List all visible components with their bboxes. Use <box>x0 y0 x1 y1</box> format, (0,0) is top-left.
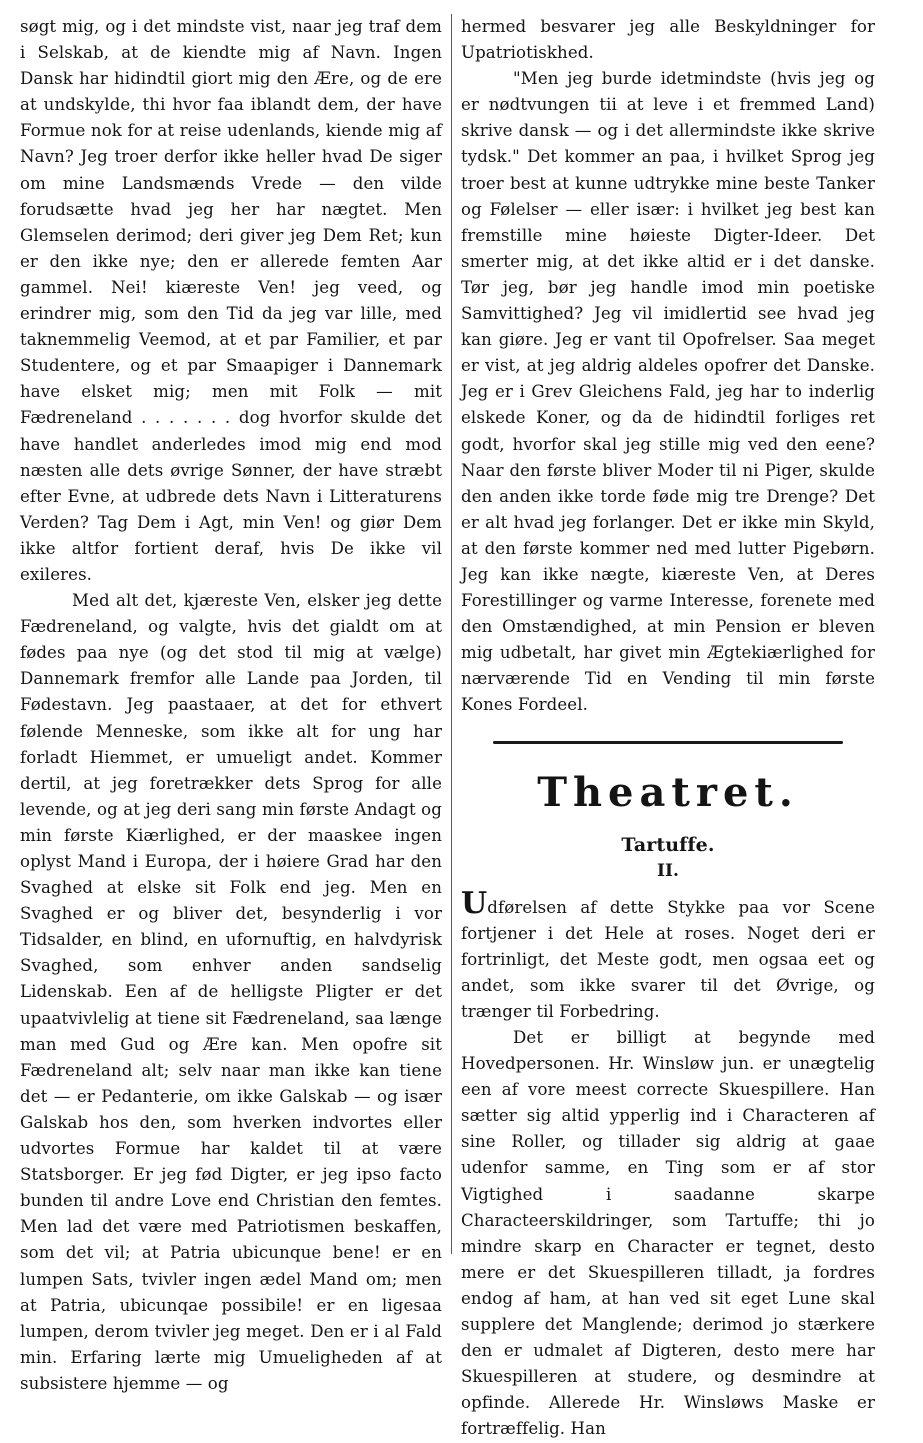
section-divider-rule <box>493 741 843 744</box>
left-paragraph-1: søgt mig, og i det mindste vist, naar jeg traf dem i Selskab, at de kiendte mig af Navn. Ingen Dansk har hidindtil giort mig den Ære, og de ere at undskylde, thi hvor faa iblandt dem, der have Formue nok for at reise udenlands, kiende mig af Navn? Jeg troer derfor ikke heller hvad De siger om mine Landsmænds Vrede — den vilde forudsætte hvad jeg her har nægtet. Men Glemselen derimod; deri giver jeg Dem Ret; kun er den ikke nye; den er allerede femten Aar gammel. Nei! kiæreste Ven! jeg veed, og erindrer mig, som den Tid da jeg var lille, med taknemmelig Veemod, at et par Familier, et par Studentere, og et par Smaapiger i Dannemark have elsket mig; men mit Folk — mit Fædreneland . . . . . . . dog hvorfor skulde det have handlet anderledes imod mig end mod næsten alle dets øvrige Sønner, der have stræbt efter Evne, at udbrede dets Navn i Litteraturens Verden? Tag Dem i Agt, min Ven! og giør Dem ikke altfor fortient deraf, hvis De ikke vil exileres. <box>20 17 442 584</box>
section-paragraph-1-text: dførelsen af dette Stykke paa vor Scene fortjener i det Hele at roses. Noget deri er fortrinligt, det Meste godt, men ogsaa eet og andet, som ikke svarer til det Øvrige, og trænger til Forbedring. <box>461 897 875 1021</box>
column-divider <box>451 14 452 1254</box>
left-column <box>20 14 442 1397</box>
left-paragraph-2: Med alt det, kjæreste Ven, elsker jeg dette Fædreneland, og valgte, hvis det gialdt om at fødes paa nye (og det stod til mig at vælge) Dannemark fremfor alle Lande paa Jorden, til Fødestavn. Jeg paastaaer, at det for ethvert følende Menneske, som ikke alt for ung har forladt Hiemmet, er umueligt andet. Kommer dertil, at jeg foretrækker dets Sprog for alle levende, og at jeg deri sang min første Andagt og min første Kiærlighed, er der maaskee ingen oplyst Mand i Europa, der i høiere Grad har den Svaghed at elske sit Folk end jeg. Men en Svaghed er og bliver det, besynderlig i vor Tidsalder, en blind, en ufornuftig, en halvdyrisk Svaghed, som enhver anden sandselig Lidenskab. Een af de helligste Pligter er det upaatvivlelig at tiene sit Fædreneland, saa længe man med Gud og Ære kan. Men opofre sit Fædreneland alt; selv naar man ikke kan tiene det — er Pedanterie, om ikke Galskab — og især Galskab hos den, som hverken indvortes eller udvortes Formue har kaldet til at være Statsborger. Er jeg fød Digter, er jeg ipso facto bunden til andre Love end Christian den femtes. Men lad det være med Patriotismen beskaffen, som det vil; at Patria ubicunque bene! er en lumpen Sats, tvivler ingen ædel Mand om; men at Patria, ubicunqae possibile! er en ligesaa lumpen, derom tvivler jeg meget. Den er i al Fald min. Erfaring lærte mig Umueligheden af at subsistere hjemme — og <box>20 591 442 1393</box>
right-paragraph-1: hermed besvarer jeg alle Beskyldninger for Upatriotiskhed. <box>461 17 875 63</box>
section-paragraph-2: Det er billigt at begynde med Hovedpersonen. Hr. Winsløw jun. er unægtelig een af vore meest correcte Skuespillere. Han sætter sig altid ypperlig ind i Characteren af sine Roller, og tillader sig aldrig at gaae udenfor samme, en Ting som er af stor Vigtighed i saadanne skarpe Charactеerskildringer, som Tartuffe; thi jo mindre skarp en Character er tegnet, desto mere er det Skuespilleren tilladt, ja fordres endog af ham, at han ved sit eget Lune skal supplere det Manglende; derimod jo stærkere den er udmalet af Digteren, desto mere har Skuespilleren at studere, og desmindre at opfinde. Allerede Hr. Winsløws Maske er fortræffelig. Han <box>461 1028 875 1439</box>
right-paragraph-2: "Men jeg burde idetmindste (hvis jeg og er nødtvungen tii at leve i et fremmed Land) skrive dansk — og i det allermindste ikke skrive tydsk." Det kommer an paa, i hvilket Sprog jeg troer best at kunne udtrykke mine beste Tanker og Følelser — eller især: i hvilket jeg best kan fremstille mine høieste Digter-Ideer. Det smerter mig, at det ikke altid er i det danske. Tør jeg, bør jeg handle imod min poetiske Samvittighed? Jeg vil imidlertid see hvad jeg kan giøre. Jeg er vant til Opofrelser. Saa meget er vist, at jeg aldrig aldeles opofrer det Danske. Jeg er i Grev Gleichens Fald, jeg har to inderlig elskede Koner, og da de hidindtil forliges ret godt, hvorfor skal jeg stille mig ved den eene? Naar den første bliver Moder til ni Piger, skulde den anden ikke torde føde mig tre Drenge? Det er alt hvad jeg forlanger. Det er ikke min Skyld, at den første kommer ned med lutter Pigebørn. Jeg kan ikke nægte, kiæreste Ven, at Deres Forestillinger og varme Interesse, forenete med den Omstændighed, at min Pension er bleven mig udbetalt, har givet min Ægtekiærlighed for nærværende Tid en Vending til min første Kones Fordeel. <box>461 69 875 715</box>
section-heading: Theatret. <box>537 768 799 816</box>
section-paragraph-1 <box>461 885 875 1025</box>
drop-cap: U <box>461 885 488 921</box>
section-part-number: II. <box>656 860 680 881</box>
section-subtitle: Tartuffe. <box>621 833 715 856</box>
right-column <box>461 14 875 1443</box>
